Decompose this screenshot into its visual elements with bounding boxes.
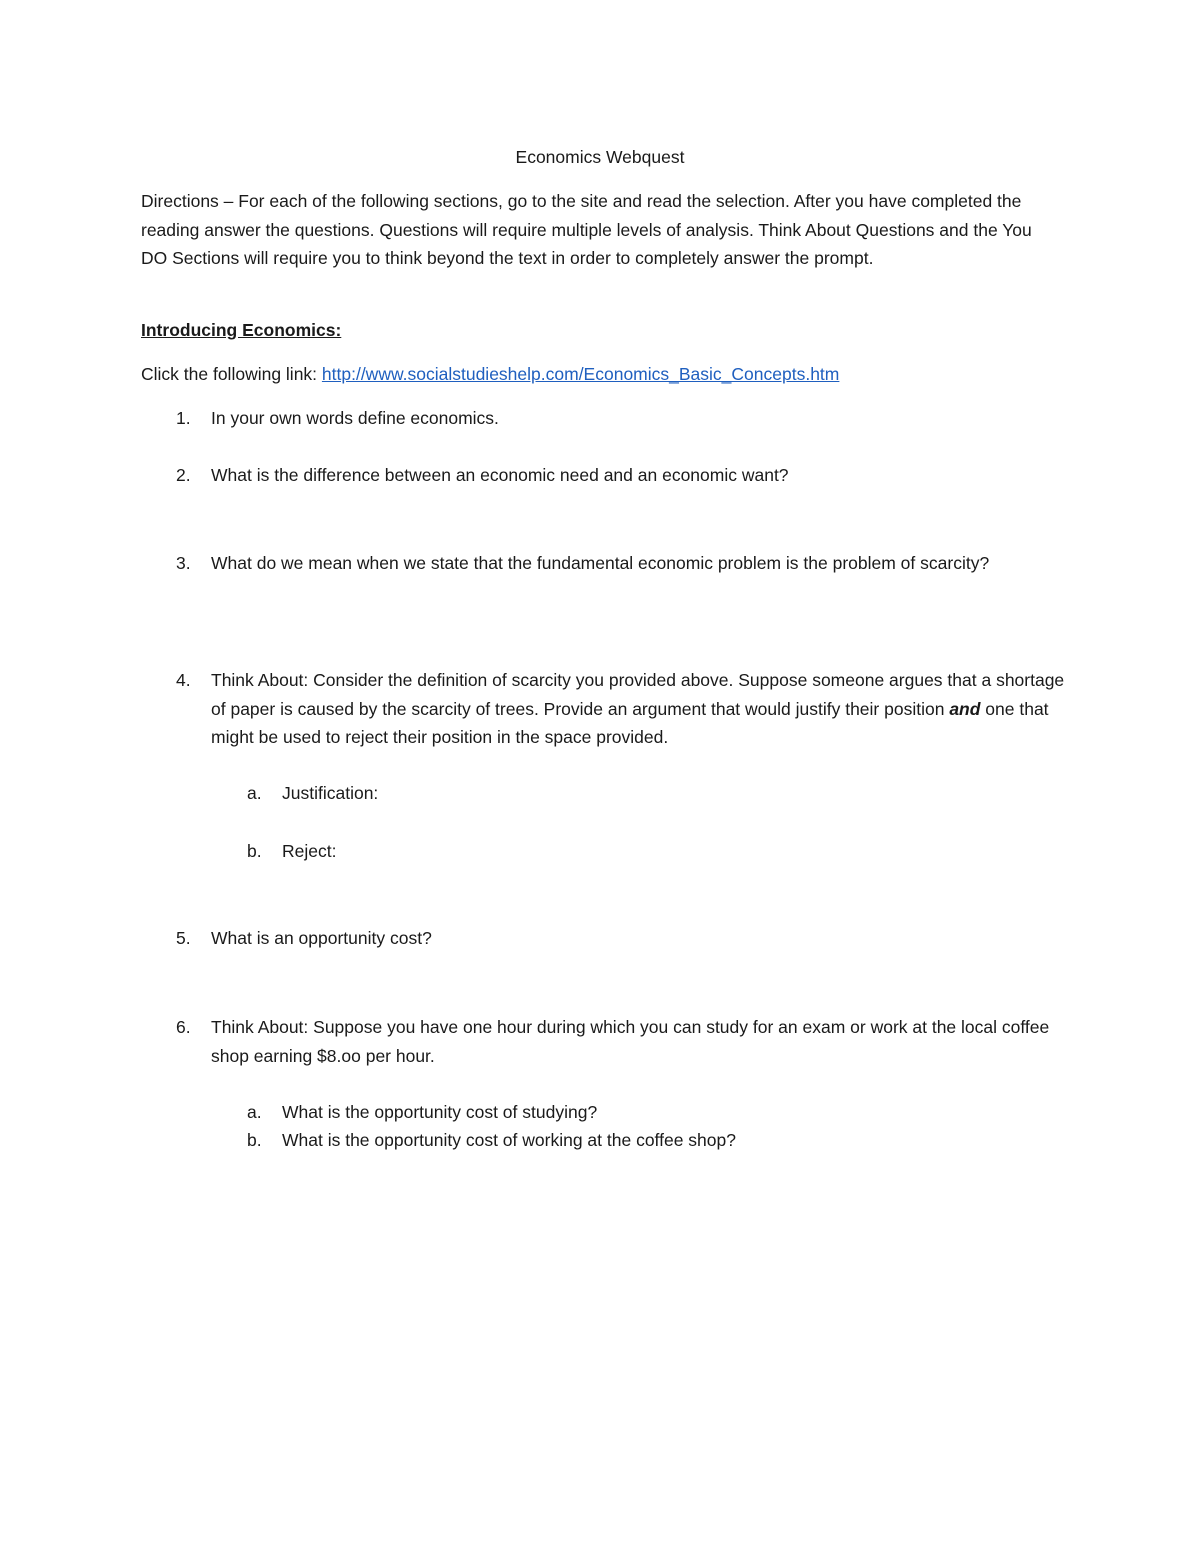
question-number: 3. bbox=[176, 553, 191, 573]
question-1 bbox=[176, 404, 1066, 433]
question-number: 2. bbox=[176, 465, 191, 485]
question-text-part-a: Think About: Consider the definition of scarcity you provided above. Suppose someone argues that a shortage of paper is caused by the scarcity of trees. Provide an argument that would justify their position bbox=[211, 670, 1065, 719]
question-text: What is the difference between an economic need and an economic want? bbox=[211, 465, 789, 485]
question-number: 1. bbox=[176, 408, 191, 428]
sub-text: Reject: bbox=[282, 841, 337, 861]
question-6 bbox=[176, 1013, 1066, 1070]
sub-text: Justification: bbox=[282, 783, 379, 803]
emphasis-and: and bbox=[949, 698, 981, 719]
question-3 bbox=[176, 549, 1066, 578]
sub-letter: a. bbox=[247, 783, 262, 803]
sub-letter: a. bbox=[247, 1102, 262, 1122]
document-title: Economics Webquest bbox=[515, 147, 685, 167]
sub-text: What is the opportunity cost of working at the coffee shop? bbox=[282, 1130, 736, 1150]
question-2 bbox=[176, 461, 1066, 490]
directions-paragraph: Directions – For each of the following sections, go to the site and read the selection. After you have completed the reading answer the questions. Questions will require multiple levels of analysis. Think About Questions and the You DO Sections will require you to think beyond the text in order to completely answer the prompt. bbox=[141, 191, 1032, 268]
q6-sub-a bbox=[247, 1098, 597, 1126]
question-5 bbox=[176, 924, 1066, 953]
sub-letter: b. bbox=[247, 841, 262, 861]
question-text: In your own words define economics. bbox=[211, 408, 499, 428]
question-number: 6. bbox=[176, 1017, 191, 1037]
link-prefix: Click the following link: bbox=[141, 364, 322, 384]
q4-sub-a bbox=[247, 779, 378, 807]
sub-letter: b. bbox=[247, 1130, 262, 1150]
question-text bbox=[211, 666, 1066, 752]
question-text: What do we mean when we state that the fundamental economic problem is the problem of scarcity? bbox=[211, 553, 990, 573]
economics-concepts-link[interactable]: http://www.socialstudieshelp.com/Economics_Basic_Concepts.htm bbox=[321, 364, 840, 384]
q4-sub-b bbox=[247, 837, 336, 865]
question-number: 4. bbox=[176, 670, 191, 690]
link-line bbox=[141, 361, 839, 387]
q6-sub-b bbox=[247, 1126, 736, 1154]
question-text-part-b: one that might be used to reject their position in the space provided. bbox=[211, 698, 1049, 747]
question-4 bbox=[176, 666, 1066, 752]
question-text: Think About: Suppose you have one hour during which you can study for an exam or work at the local coffee shop earning $8.oo per hour. bbox=[211, 1017, 1050, 1066]
question-number: 5. bbox=[176, 928, 191, 948]
question-text: What is an opportunity cost? bbox=[211, 928, 432, 948]
sub-text: What is the opportunity cost of studying? bbox=[282, 1102, 598, 1122]
section-heading: Introducing Economics: bbox=[141, 320, 342, 340]
